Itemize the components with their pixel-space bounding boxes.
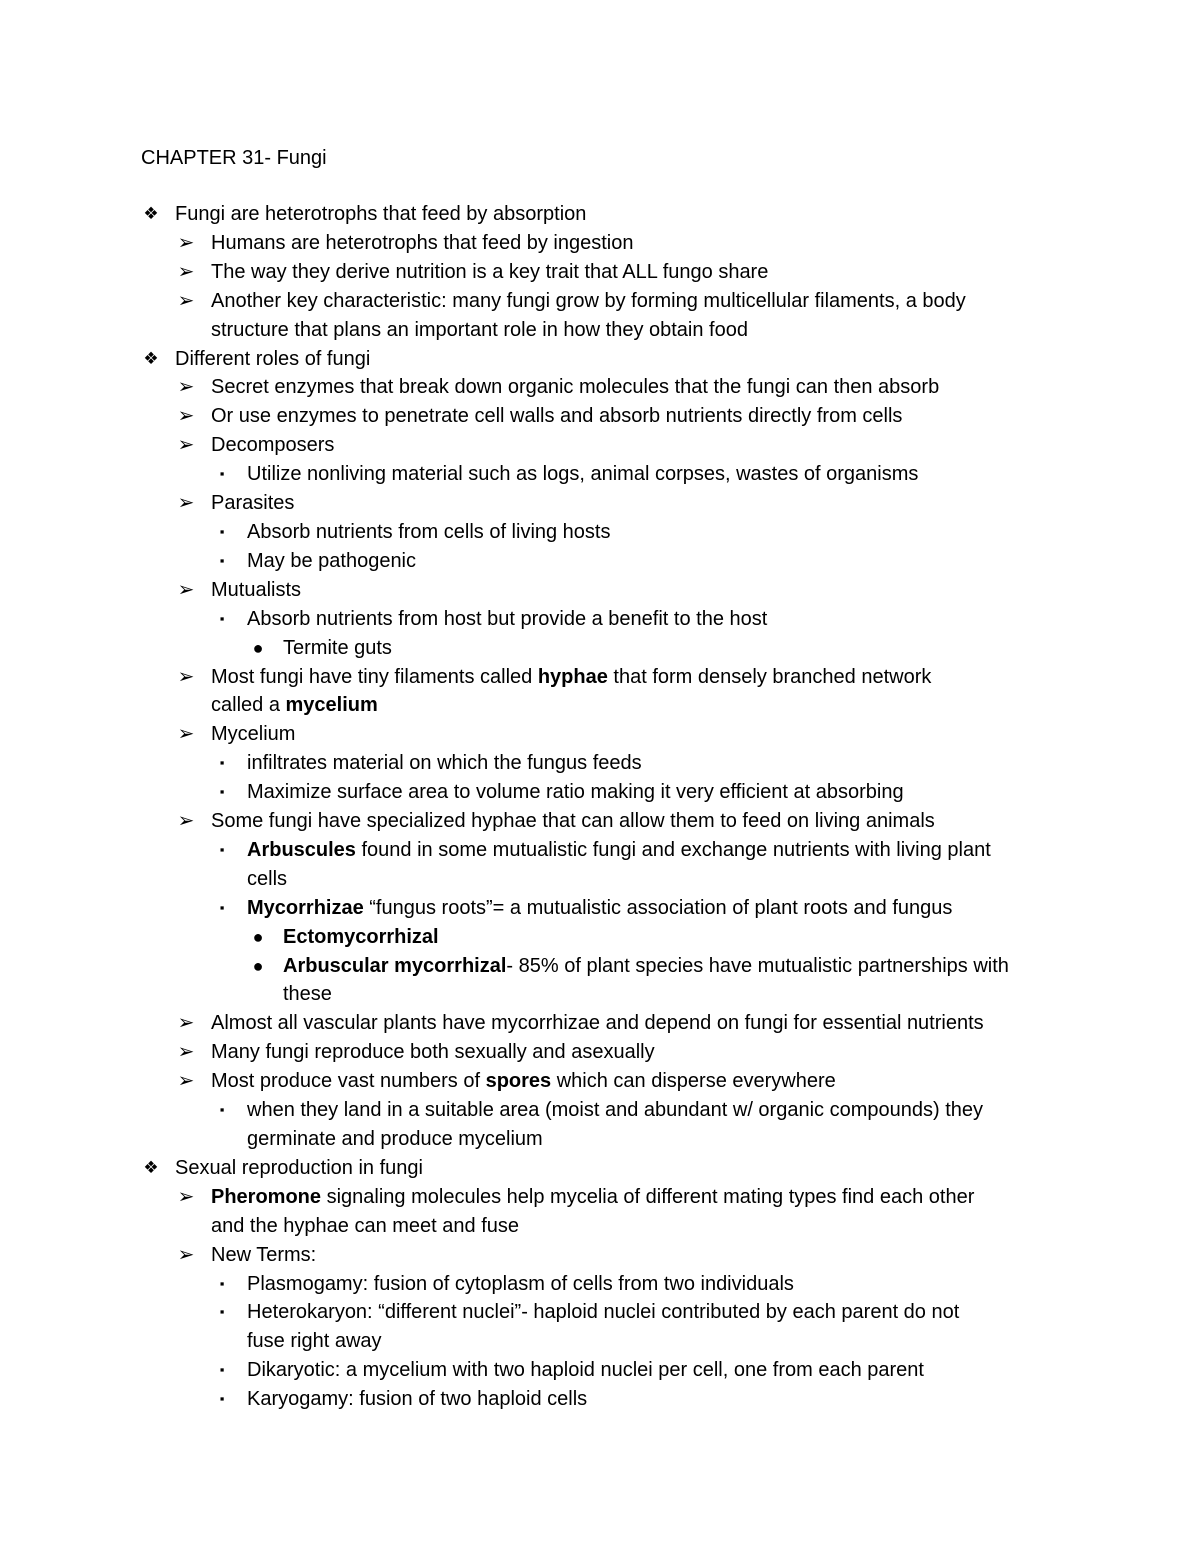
list-item-text [0,1067,1064,1096]
list-item-continuation [0,980,1064,1009]
text-run: The way they derive nutrition is a key trait that ALL fungo share [211,260,769,283]
list-item-text [0,1212,1064,1241]
arrow-bullet-icon: ➢ [177,1012,195,1035]
text-run: found in some mutualistic fungi and exchange nutrients with living plant [355,838,991,861]
list-item [0,460,1064,489]
arrow-bullet-icon: ➢ [177,376,195,399]
list-item-text [0,1270,1064,1299]
arrow-bullet-icon: ➢ [177,434,195,457]
arrow-bullet-icon: ➢ [177,810,195,833]
dot-bullet-icon: ● [252,637,264,658]
square-bullet-icon: ▪ [219,610,225,626]
text-run: Parasites [211,492,295,515]
diamond-bullet-icon: ❖ [143,1157,159,1177]
list-item [0,1385,1064,1414]
list-item-text [0,373,1064,402]
list-item-text [0,836,1064,865]
text-run: Many fungi reproduce both sexually and asexually [211,1041,655,1064]
text-run: Mycelium [211,723,296,746]
text-run: Decomposers [211,434,335,457]
list-item [0,923,1064,952]
list-item [0,200,1064,229]
list-item [0,634,1064,663]
list-item-text [0,720,1064,749]
square-bullet-icon: ▪ [219,899,225,915]
list-item [0,1241,1064,1270]
list-item [0,749,1064,778]
arrow-bullet-icon: ➢ [177,1070,195,1093]
text-run: Different roles of fungi [175,347,371,370]
text-run: New Terms: [211,1243,317,1266]
text-run: Almost all vascular plants have mycorrhizae and depend on fungi for essential nutrients [211,1012,984,1035]
text-run: Fungi are heterotrophs that feed by absorption [175,203,587,225]
list-item [0,518,1064,547]
diamond-bullet-icon: ❖ [143,204,159,223]
list-item-text [0,1327,1064,1356]
list-item-text [0,923,1064,952]
list-item [0,836,1064,865]
list-item-text [0,1356,1064,1385]
square-bullet-icon: ▪ [219,1304,225,1320]
list-item-text [0,952,1064,981]
list-item-text [0,229,1064,258]
arrow-bullet-icon: ➢ [177,260,195,283]
bold-term: Arbuscules [247,838,356,861]
text-run: cells [247,867,288,890]
list-item [0,1038,1064,1067]
text-run: - 85% of plant species have mutualistic partnerships with [506,954,1009,977]
list-item-text [0,489,1064,518]
list-item-continuation [0,1125,1064,1154]
list-item-text [0,1183,1064,1212]
text-run: which can disperse everywhere [551,1070,836,1093]
square-bullet-icon: ▪ [219,841,225,857]
list-item [0,778,1064,807]
list-item-text [0,749,1064,778]
bold-term: Mycorrhizae [247,896,364,919]
text-run: Secret enzymes that break down organic molecules that the fungi can then absorb [211,376,940,399]
list-item [0,663,1064,692]
list-item [0,807,1064,836]
text-run: structure that plans an important role in how they obtain food [211,318,748,341]
text-run: May be pathogenic [247,549,417,572]
list-item-text [0,576,1064,605]
list-item-continuation [0,316,1064,345]
text-run: Sexual reproduction in fungi [175,1156,423,1179]
list-item-text [0,865,1064,894]
square-bullet-icon: ▪ [219,466,225,482]
list-item-text [0,1125,1064,1154]
arrow-bullet-icon: ➢ [177,665,195,688]
list-item-text [0,1241,1064,1270]
arrow-bullet-icon: ➢ [177,405,195,428]
notes-outline [0,200,1200,1414]
list-item-text [0,807,1064,836]
bold-term: Arbuscular mycorrhizal [283,954,507,977]
list-item-text [0,258,1064,287]
text-run: Utilize nonliving material such as logs, animal corpses, wastes of organisms [247,463,919,486]
list-item-text [0,663,1064,692]
square-bullet-icon: ▪ [219,755,225,771]
list-item-text [0,287,1064,316]
list-item-text [0,1385,1064,1414]
square-bullet-icon: ▪ [219,552,225,568]
text-run: fuse right away [247,1330,382,1353]
arrow-bullet-icon: ➢ [177,723,195,746]
list-item-text [0,1038,1064,1067]
list-item [0,605,1064,634]
arrow-bullet-icon: ➢ [177,492,195,515]
list-item [0,1270,1064,1299]
list-item-text [0,316,1064,345]
bold-term: mycelium [285,694,378,717]
dot-bullet-icon: ● [252,955,264,976]
page-title: CHAPTER 31- Fungi [141,147,327,169]
text-run: Heterokaryon: “different nuclei”- haploid nuclei contributed by each parent do not [247,1301,960,1324]
text-run: Most fungi have tiny filaments called [211,665,538,688]
text-run: germinate and produce mycelium [247,1128,543,1150]
text-run: and the hyphae can meet and fuse [211,1214,520,1237]
list-item [0,287,1064,316]
arrow-bullet-icon: ➢ [177,1243,195,1266]
text-run: Some fungi have specialized hyphae that can allow them to feed on living animals [211,810,935,833]
text-run: Karyogamy: fusion of two haploid cells [247,1388,588,1411]
list-item-text [0,634,1064,663]
list-item [0,345,1064,374]
list-item [0,547,1064,576]
list-item [0,576,1064,605]
square-bullet-icon: ▪ [219,1102,225,1118]
list-item-text [0,518,1064,547]
bold-term: spores [485,1070,552,1093]
list-item-continuation [0,1212,1064,1241]
list-item-text [0,431,1064,460]
list-item [0,258,1064,287]
list-item-continuation [0,865,1064,894]
list-item-text [0,1298,1064,1327]
list-item [0,402,1064,431]
list-item-text [0,605,1064,634]
arrow-bullet-icon: ➢ [177,578,195,601]
list-item-text [0,460,1064,489]
list-item-text [0,778,1064,807]
list-item-text [0,894,1064,923]
text-run: called a [211,694,286,717]
arrow-bullet-icon: ➢ [177,289,195,312]
list-item [0,720,1064,749]
bold-term: Pheromone [211,1185,322,1208]
text-run: “fungus roots”= a mutualistic association of plant roots and fungus [363,896,953,919]
text-run: Most produce vast numbers of [211,1070,486,1093]
list-item [0,229,1064,258]
list-item [0,373,1064,402]
list-item [0,1183,1064,1212]
list-item [0,1009,1064,1038]
bold-term: hyphae [537,665,608,688]
list-item [0,894,1064,923]
text-run: Mutualists [211,578,302,601]
list-item-text [0,980,1064,1009]
text-run: Humans are heterotrophs that feed by ingestion [211,231,634,254]
list-item [0,952,1064,981]
text-run: signaling molecules help mycelia of different mating types find each other [321,1185,975,1208]
list-item-continuation [0,691,1064,720]
square-bullet-icon: ▪ [219,1391,225,1407]
text-run: when they land in a suitable area (moist and abundant w/ organic compounds) they [247,1099,984,1122]
list-item-text [0,402,1064,431]
text-run: Absorb nutrients from host but provide a benefit to the host [247,607,768,630]
text-run: Or use enzymes to penetrate cell walls and absorb nutrients directly from cells [211,405,903,428]
square-bullet-icon: ▪ [219,1362,225,1378]
text-run: Plasmogamy: fusion of cytoplasm of cells from two individuals [247,1272,794,1295]
arrow-bullet-icon: ➢ [177,1041,195,1064]
diamond-bullet-icon: ❖ [143,348,159,368]
dot-bullet-icon: ● [252,926,264,947]
text-run: Absorb nutrients from cells of living hosts [247,520,611,543]
list-item [0,489,1064,518]
text-run: Maximize surface area to volume ratio making it very efficient at absorbing [247,781,904,804]
list-item-text [0,547,1064,576]
list-item-continuation [0,1327,1064,1356]
square-bullet-icon: ▪ [219,784,225,800]
text-run: these [283,983,332,1006]
square-bullet-icon: ▪ [219,1275,225,1291]
list-item [0,1067,1064,1096]
text-run: infiltrates material on which the fungus feeds [247,752,642,775]
arrow-bullet-icon: ➢ [177,231,195,254]
text-run: Another key characteristic: many fungi grow by forming multicellular filaments, a body [211,289,966,312]
square-bullet-icon: ▪ [219,523,225,539]
list-item-text [0,1009,1064,1038]
list-item-text [0,1096,1064,1125]
list-item [0,1298,1064,1327]
list-item [0,1356,1064,1385]
list-item [0,1096,1064,1125]
bold-term: Ectomycorrhizal [283,925,439,948]
text-run: Termite guts [283,636,392,659]
list-item [0,1154,1064,1183]
list-item [0,431,1064,460]
text-run: Dikaryotic: a mycelium with two haploid nuclei per cell, one from each parent [247,1359,924,1382]
arrow-bullet-icon: ➢ [177,1185,195,1208]
text-run: that form densely branched network [607,665,932,688]
list-item-text [0,691,1064,720]
